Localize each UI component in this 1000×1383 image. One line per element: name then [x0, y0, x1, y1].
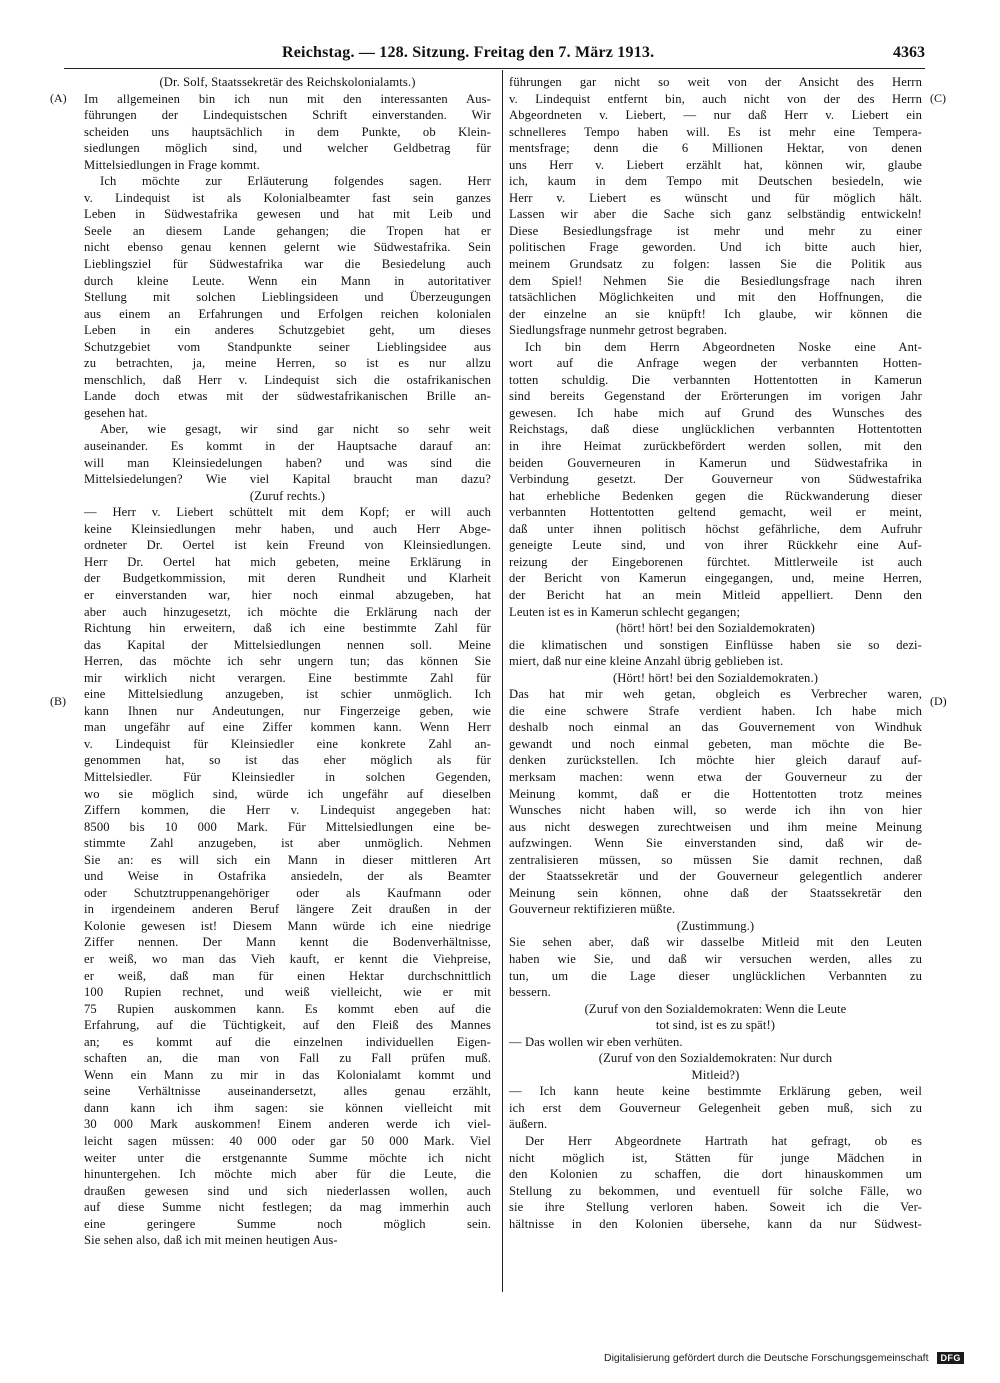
right-column-line: Herr v. Liebert es wünscht und für möglich hält.	[509, 190, 922, 205]
margin-marker-a: (A)	[50, 91, 67, 105]
left-column-line: weiter unter die erstgenannte Summe möchte ich nicht	[84, 1150, 491, 1165]
right-column-line: tun, um die Lage dieser unglücklichen Verbannten zu	[509, 968, 922, 983]
right-column-line: Wunsches nicht haben will, so werde ich ihn von hier	[509, 803, 922, 818]
left-column-line: Herr Dr. Oertel hat mich gebeten, meine Erklärung in	[84, 554, 491, 569]
left-column-line: (Zuruf rechts.)	[249, 488, 326, 503]
left-column-line: v. Lindequist für Kleinsiedler eine konkrete Zahl an-	[84, 736, 491, 751]
left-column-line: führungen der Lindequistschen Schrift einverstanden. Wir	[84, 108, 491, 123]
left-column-line: schaften an, die man von Fall zu Fall prüfen muß.	[84, 1051, 491, 1066]
right-column-line: der einzelne an sie knüpft! Ich glaube, wir können die	[509, 306, 922, 321]
dfg-logo: DFG	[937, 1352, 964, 1364]
left-column-line: kann Ihnen nur Andeutungen, nur Fingerzeige geben, wie	[84, 703, 491, 718]
right-column-line: bessern.	[509, 985, 551, 1000]
left-column-line: v. Lindequist ist als Kolonialbeamter fast sein ganzes	[84, 190, 491, 205]
right-column-line: (Hört! hört! bei den Sozialdemokraten.)	[612, 670, 819, 685]
right-column-line: führungen gar nicht so weit von der Ansicht des Herrn	[509, 75, 922, 89]
left-column-line: gesehen hat.	[84, 405, 148, 420]
right-column-line: der Staatssekretär und der Gouverneur gelegentlich anderer	[509, 869, 922, 884]
left-column-line: siedlungen möglich sind, und welcher Geldbetrag für	[84, 141, 491, 156]
left-column-line: keine Kleinsiedlungen mehr haben, und auch Herr Abge-	[84, 521, 491, 536]
left-column-line: Mittelsiedelungen? Wie viel Kapital braucht man dazu?	[84, 472, 491, 487]
left-column-line: und Weise in Ostafrika ansiedeln, der als Beamter	[84, 869, 491, 884]
left-column-line: Mittelsiedlungen in Frage kommt.	[84, 157, 260, 172]
left-column-line: Mittelsiedler. Für Kleinsiedler in solchen Gegenden,	[84, 769, 491, 784]
right-column-line: tot sind, ist es zu spät!)	[655, 1018, 776, 1033]
right-column-line: sie ihre Stellung verloren haben. Soweit ich die Ver-	[509, 1200, 922, 1215]
left-column-line: menschlich, daß Herr v. Lindequist sich die ostafrikanischen	[84, 372, 491, 387]
left-column-line: Sie sehen also, daß ich mit meinen heutigen Aus-	[84, 1233, 338, 1248]
margin-marker-c: (C)	[930, 91, 946, 105]
right-column-line: geneigte Leute sind, und von ihrer Rückkehr eine Auf-	[509, 538, 922, 553]
left-column	[84, 74, 491, 1249]
right-column-line: der Bericht hat an mein Mitleid appelliert. Denn den	[509, 587, 922, 602]
left-column-line: Aber, wie gesagt, wir sind gar nicht so sehr weit	[100, 422, 491, 437]
right-column-line: reizung der Eingeborenen fürchtet. Mittlerweile ist auch	[509, 554, 922, 569]
right-column-line: Siedlungsfrage nunmehr getrost begraben.	[509, 323, 728, 338]
right-column-line: ich erst dem Gouverneur Gelegenheit geben muß, sich zu	[509, 1100, 922, 1115]
right-column-line: daß unter ihnen politisch höchst gefährliche, dem Aufruhr	[509, 521, 922, 536]
left-column-line: Ich möchte zur Erläuterung folgendes sagen. Herr	[100, 174, 491, 189]
left-column-line: Leben in Südwestafrika gewesen und hat mit Leib und	[84, 207, 491, 222]
left-column-line: stimmte Zahl anzugeben, ist aber unmöglich. Nehmen	[84, 836, 491, 851]
left-column-line: er weiß, wo man das Vieh kauft, er kennt die Viehpreise,	[84, 951, 491, 966]
right-column-line: uns Herr v. Liebert erzählt hat, können wir, glaube	[509, 157, 922, 172]
left-column-line: Stellung mit solchen Lieblingsideen und Überzeugungen	[84, 290, 491, 305]
right-column-line: Meinung kommt, daß er die Hottentotten trotz meines	[509, 786, 922, 801]
left-column-line: er einverstanden war, hier noch einmal abzugeben, hat	[84, 587, 491, 602]
right-column-line: totten schuldig. Die verbannten Hottentotten in Kamerun	[509, 372, 922, 387]
left-column-line: Seele an diesem Lande gehangen; die Tropen hat er	[84, 223, 491, 238]
right-column-line: (hört! hört! bei den Sozialdemokraten)	[616, 621, 815, 636]
right-column-line: Lassen wir aber die Sache sich ganz selbständig entwickeln!	[509, 207, 922, 222]
right-column-line: beiden Gouverneuren in Kamerun und Südwestafrika in	[509, 455, 922, 470]
left-column-line: seine Verhältnisse auseinandersetzt, alles genau erzählt,	[84, 1084, 491, 1099]
right-column-line: politischen Frage geworden. Und ich bitte auch hier,	[509, 240, 922, 255]
margin-marker-b: (B)	[50, 694, 66, 708]
right-column-line: tatsächlichen Möglichkeiten und mit den Hoffnungen, die	[509, 290, 922, 305]
left-column-line: — Herr v. Liebert schüttelt mit dem Kopf; er will auch	[84, 505, 491, 520]
header-rule	[64, 68, 925, 69]
right-column-line: Leuten ist es in Kamerun schlecht gegangen;	[509, 604, 741, 619]
right-column-line: wort auf die Anfrage wegen der verbannten Hotten-	[509, 356, 922, 371]
left-column-line: durch kleine Leute. Wenn ein Mann in autoritativer	[84, 273, 491, 288]
left-column-line: 8500 bis 10 000 Mark. Für Mittelsiedlungen eine be-	[84, 819, 491, 834]
left-column-line: eine geringere Summe noch möglich sein.	[84, 1216, 491, 1231]
left-column-line: mir wirklich nicht verargen. Eine bestimmte Zahl für	[84, 670, 491, 685]
column-divider	[502, 70, 503, 1292]
right-column-line: schnelleres Tempo haben will. Es ist mehr eine Tempera-	[509, 124, 922, 139]
left-column-line: Richtung hin erweitern, daß ich eine bestimmte Zahl für	[84, 621, 491, 636]
footer-credit	[604, 1352, 984, 1370]
left-column-line: dann kann ich ihm sagen: sie können vielleicht mit	[84, 1100, 491, 1115]
right-column-line: den Kolonien zu schaffen, die dort hinauskommen um	[509, 1167, 922, 1182]
right-column-line: sind bereits Gegenstand der Erörterungen im vorigen Jahr	[509, 389, 922, 404]
right-column-line: Sie sehen aber, daß wir dasselbe Mitleid mit den Leuten	[509, 935, 922, 950]
left-column-line: scheiden uns hauptsächlich in dem Punkte, ob Klein-	[84, 124, 491, 139]
left-column-line: er weiß, daß man für einen Hektar durchschnittlich	[84, 968, 491, 983]
right-column-line: ich, kaum in dem Tempo mit Deutschen besiedeln, wie	[509, 174, 922, 189]
right-column-line: haben wie Sie, und daß wir versuchen werden, alles zu	[509, 951, 922, 966]
left-column-line: ordneter Dr. Oertel ist kein Freund von Kleinsiedlungen.	[84, 538, 491, 553]
left-column-line: Wenn ein Mann zu mir in das Kolonialamt kommt und	[84, 1067, 491, 1082]
left-column-line: oder Schutztruppenangehöriger oder als Kaufmann oder	[84, 885, 491, 900]
right-column-line: Reichstags, daß diese unglücklichen verbannten Hottentotten	[509, 422, 922, 437]
right-column-line: der Bericht von Kamerun eingegangen, und, meine Herren,	[509, 571, 922, 586]
left-column-line: auseinander. Es kommt in der Hauptsache darauf an:	[84, 439, 491, 454]
left-column-line: Schutzgebiet vom Standpunkte seiner Lieblingsidee aus	[84, 339, 491, 354]
right-column-line: die eine schwere Strafe verdient haben. Ich habe mich	[509, 703, 922, 718]
right-column-line: Stellung zu bekommen, und eventuell für solche Fälle, wo	[509, 1183, 922, 1198]
left-column-line: 75 Rupien auskommen kann. Es kommt eben auf die	[84, 1001, 491, 1016]
left-column-line: 30 000 Mark auskommen! Einem anderen werde ich viel-	[84, 1117, 491, 1132]
right-column-line: zentralisieren müssen, so müssen Sie damit rechnen, daß	[509, 852, 922, 867]
left-column-line: Lande doch etwas mit der südwestafrikanischen Brille an-	[84, 389, 491, 404]
right-column-line: mentsfrage; denn die 6 Millionen Hektar, von denen	[509, 141, 922, 156]
right-column-line: — Das wollen wir eben verhüten.	[509, 1034, 683, 1049]
left-column-line: der Budgetkommission, mit deren Rundheit und Klarheit	[84, 571, 491, 586]
right-column	[509, 74, 922, 1232]
right-column-line: Diese Besiedlungsfrage ist mehr und mehr zu einer	[509, 223, 922, 238]
right-column-line: Verbindung gesetzt. Der Gouverneur von Südwestafrika	[509, 472, 922, 487]
right-column-line: merksam machen: wenn etwa der Gouverneur zu der	[509, 769, 922, 784]
right-column-line: Ich bin dem Herrn Abgeordneten Noske eine Ant-	[525, 339, 922, 354]
right-column-line: äußern.	[509, 1117, 548, 1132]
left-column-line: draußen gewesen sind und sich niederlassen wollen, auch	[84, 1183, 491, 1198]
left-column-line: Kolonie gewesen ist! Diesem Mann würde ich eine niedrige	[84, 918, 491, 933]
right-column-line: Meinung sein können, ohne daß der Staatssekretär den	[509, 885, 922, 900]
page-header	[50, 44, 925, 68]
right-column-line: miert, daß nur eine kleine Anzahl übrig geblieben ist.	[509, 654, 784, 669]
left-column-line: nicht ebenso genau kennen gelernt wie Südwestafrika. Sein	[84, 240, 491, 255]
left-column-line: zu betrachten, ja, meine Herren, so ist es nur allzu	[84, 356, 491, 371]
left-column-line: Ziffern kommen, die Herr v. Lindequist angegeben hat:	[84, 803, 491, 818]
left-column-line: aber auch hinzugesetzt, ich möchte die Erklärung nach der	[84, 604, 491, 619]
right-column-line: (Zuruf von den Sozialdemokraten: Nur durch	[598, 1051, 833, 1066]
right-column-line: aus nicht deswegen zurechtweisen und ihm meine Meinung	[509, 819, 922, 834]
right-column-line: gewesen. Ich habe mich auf Grund des Wunsches des	[509, 405, 922, 420]
left-column-line: Lieblingsziel für Südwestafrika war die Besiedelung auch	[84, 257, 491, 272]
right-column-line: die klimatischen und sonstigen Einflüsse haben sie so dezi-	[509, 637, 922, 652]
right-column-line: deshalb noch einmal an das Gouvernement von Windhuk	[509, 720, 922, 735]
left-column-line: Erfahrung, auf die Tüchtigkeit, auf den Fleiß des Mannes	[84, 1018, 491, 1033]
left-column-line: wo sie möglich sind, würde ich ungefähr auf dieselben	[84, 786, 491, 801]
right-column-line: Gouverneur rektifizieren müßte.	[509, 902, 676, 917]
left-column-line: will man Kleinsiedelungen haben? und was sind die	[84, 455, 491, 470]
right-column-line: hältnisse in den Kolonien übersehe, kann da nur Südwest-	[509, 1216, 922, 1231]
left-column-line: Sie an: es will sich ein Mann in dieser mittleren Art	[84, 852, 491, 867]
left-column-line: (Dr. Solf, Staatssekretär des Reichskolonialamts.)	[159, 75, 416, 89]
left-column-line: an; es kommt auf die einzelnen individuellen Eigen-	[84, 1034, 491, 1049]
right-column-line: v. Lindequist entfernt bin, auch nicht von der des Herrn	[509, 91, 922, 106]
right-column-line: gewandt und noch einmal gebeten, man möchte die Be-	[509, 736, 922, 751]
left-column-line: aus einem an Erfahrungen und Erfolgen reichen kolonialen	[84, 306, 491, 321]
right-column-line: — Ich kann heute keine bestimmte Erklärung geben, weil	[509, 1084, 922, 1099]
right-column-line: Abgeordneten v. Liebert, — nur daß Herr v. Liebert ein	[509, 108, 922, 123]
left-column-line: Herren, das möchte ich sehr ungern tun; das können Sie	[84, 654, 491, 669]
right-column-line: (Zustimmung.)	[676, 918, 755, 933]
left-column-line: hinuntergehen. Ich möchte mich aber für die Leute, die	[84, 1167, 491, 1182]
left-column-line: man ungefähr auf eine Ziffer kommen kann. Wenn Herr	[84, 720, 491, 735]
left-column-line: 100 Rupien rechnet, und weiß vielleicht, wie er mit	[84, 985, 491, 1000]
right-column-line: Mitleid?)	[691, 1067, 740, 1082]
left-column-line: leicht sagen müssen: 40 000 oder gar 50 000 Mark. Viel	[84, 1134, 491, 1148]
left-column-line: in irgendeinem anderen Beruf längere Zeit draußen in der	[84, 902, 491, 917]
left-column-line: das Kapital der Mittelsiedlungen nennen soll. Meine	[84, 637, 491, 652]
left-column-line: Leben in ein anderes Schutzgebiet geht, um dieses	[84, 323, 491, 338]
right-column-line: denken zurückstellen. Ich möchte hier gleich darauf auf-	[509, 753, 922, 768]
margin-marker-d: (D)	[930, 694, 947, 708]
right-column-line: hat erhebliche Bedenken gegen die Rückwanderung dieser	[509, 488, 922, 503]
page-number: 4363	[893, 44, 925, 61]
running-title: Reichstag. — 128. Sitzung. Freitag den 7. März 1913.	[282, 44, 655, 61]
right-column-line: meinem Grundsatz zu folgen: lassen Sie die Politik aus	[509, 257, 922, 272]
left-column-line: Im allgemeinen bin ich nun mit den interessanten Aus-	[84, 91, 491, 106]
left-column-line: eine Mittelsiedlung anzugeben, ist schier unmöglich. Ich	[84, 687, 491, 702]
right-column-line: aufzwingen. Wenn Sie einverstanden sind, daß wir de-	[509, 836, 922, 851]
right-column-line: Das hat mir weh getan, obgleich es Verbrecher waren,	[509, 687, 922, 702]
right-column-line: verbannten Hottentotten geltend gemacht, weil er meint,	[509, 505, 922, 520]
left-column-line: genommen hat, so ist das eher möglich als für	[84, 753, 491, 768]
right-column-line: dem Spiel! Nehmen Sie die Besiedlungsfrage nach ihren	[509, 273, 922, 288]
left-column-line: auf diese Summe nicht festlegen; da mag immerhin auch	[84, 1200, 491, 1215]
left-column-line: Ziffer nennen. Der Mann kennt die Bodenverhältnisse,	[84, 935, 491, 950]
right-column-line: in ihre Heimat zurückbefördert werden sollen, mit den	[509, 439, 922, 454]
right-column-line: (Zuruf von den Sozialdemokraten: Wenn die Leute	[584, 1001, 847, 1016]
footer-text: Digitalisierung gefördert durch die Deutsche Forschungsgemeinschaft	[604, 1352, 929, 1364]
right-column-line: nicht möglich ist, Stätten für junge Mädchen in	[509, 1150, 922, 1165]
right-column-line: Der Herr Abgeordnete Hartrath hat gefragt, ob es	[525, 1134, 922, 1148]
